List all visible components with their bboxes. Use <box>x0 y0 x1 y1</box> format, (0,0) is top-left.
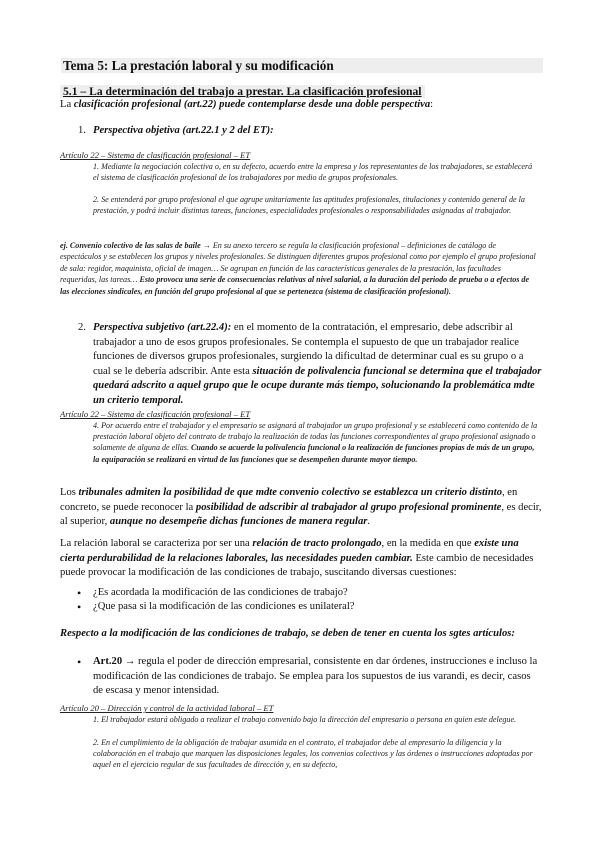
example-bold: Esto provoca una serie de consecuencias relativas al nivel salarial, a la duración del periodo de prueba o a efectos de las elecciones sindicales, en función del grupo profesional al que se pertenezca (sistema de clasificación profesional). <box>60 275 530 296</box>
relacion-b: relación de tracto prolongado <box>252 538 382 549</box>
tribunales-e: , es decir, al superior, <box>60 501 542 527</box>
item2-heading: Perspectiva subjetivo (art.22.4): <box>93 322 232 333</box>
relacion-c: , en la medida en que <box>381 538 475 549</box>
relacion-e: Este cambio de necesidades puede provocar la modificación de las condiciones de trabajo, suscitando diversas cuestiones: <box>60 552 534 578</box>
article22b-heading: Artículo 22 – Sistema de clasificación profesional – ET <box>60 409 251 419</box>
article22b-paragraph <box>93 420 540 465</box>
arrow-icon: → <box>124 656 136 667</box>
article20-heading: Artículo 20 – Dirección y control de la actividad laboral – ET <box>60 703 274 713</box>
example-lead: ej. Convenio colectivo de las salas de baile <box>60 241 201 250</box>
page-title: Tema 5: La prestación laboral y su modificación <box>61 58 543 73</box>
relacion-d: existe una cierta perdurabilidad de la relaciones laborales, las necesidades pueden cambiar. <box>60 538 519 564</box>
item2-number: 2. <box>78 322 86 333</box>
article22-p2: 2. Se entenderá por grupo profesional el que agrupe unitariamente las aptitudes profesionales, titulaciones y contenido general de la prestación, y podrá incluir distintas tareas, funciones, especialidades profesionales o responsabilidades asignadas al trabajador. <box>93 195 525 216</box>
article20-p2: 2. En el cumplimiento de la obligación de trabajar asumida en el contrato, el trabajador debe al empresario la diligencia y la colaboración en el trabajo que marquen las disposiciones legales, los convenios colectivos y las órdenes o instrucciones adoptadas por aquel en el ejercicio regular de sus facultades de dirección y, en su defecto, <box>93 738 533 770</box>
article22b-bold: Cuando se acuerde la polivalencia funcional o la realización de funciones propias de más de un grupo, la equiparación se realizará en virtud de las funciones que se desempeñen durante mayor tiempo. <box>93 443 535 464</box>
item2-paragraph <box>93 321 543 408</box>
bullet-item-1: ¿Es acordada la modificación de las condiciones de trabajo? <box>93 587 348 598</box>
example-paragraph <box>60 240 538 297</box>
bullet-icon: • <box>77 586 82 600</box>
tribunales-paragraph <box>60 486 542 530</box>
item1-heading: Perspectiva objetiva (art.22.1 y 2 del ET): <box>93 125 274 136</box>
item1-number: 1. <box>78 125 86 136</box>
relacion-a: La relación laboral se caracteriza por ser una <box>60 538 253 549</box>
intro-post: : <box>430 99 434 110</box>
tribunales-b: tribunales admiten la posibilidad de que mdte convenio colectivo se establezca un criterio distinto <box>78 487 502 498</box>
article20-p1: 1. El trabajador estará obligado a realizar el trabajo convenido bajo la dirección del empresario o persona en quien este delegue. <box>93 715 517 724</box>
intro-paragraph <box>60 98 560 113</box>
article22b-text: 4. Por acuerdo entre el trabajador y el empresario se asignará al trabajador un grupo profesional y se establecerá como contenido de la prestación laboral objeto del contrato de trabajo la realización de todas las funciones correspondientes al grupo profesional asignado o solamente de alguna de ellas. <box>93 421 538 453</box>
bullet-icon: • <box>77 655 82 669</box>
article22-heading: Artículo 22 – Sistema de clasificación profesional – ET <box>60 150 251 160</box>
art20-head: Art.20 <box>93 656 123 667</box>
bullet-item-2: ¿Que pasa si la modificación de las condiciones es unilateral? <box>93 601 355 612</box>
item2-text: en el momento de la contratación, el empresario, debe adscribir al trabajador a uno de esos grupos profesionales. Se contempla el supuesto de que un trabajador realice funciones de diversos grupos profesionales, surgiendo la dificultad de determinar cual es su grupo o a cual se le debería adscribir. Ante esta <box>93 322 524 377</box>
bullet-icon: • <box>77 600 82 614</box>
tribunales-d: posibilidad de adscribir al trabajador al grupo profesional prominente <box>195 501 502 513</box>
example-text: En su anexo tercero se regula la clasificación profesional – definiciones de catálogo de espectáculos y se establecen los grupos y niveles profesionales. Se distinguen diferentes grupos profesional como por ejemplo el grupo profesional de sala: regidor, maquinista, oficial de imagen… Se agrupan en función de las características generales de la prestación, las facultades requeridas, las tareas… <box>60 241 536 285</box>
article22-p1: 1. Mediante la negociación colectiva o, en su defecto, acuerdo entre la empresa y los representantes de los trabajadores, se establecerá el sistema de clasificación profesional de los trabajadores por medio de grupos profesionales. <box>93 162 533 183</box>
art20-item <box>93 655 541 699</box>
tribunales-f: aunque no desempeñe dichas funciones de manera regular <box>109 516 368 527</box>
art20-text: regula el poder de dirección empresarial, consistente en dar órdenes, instrucciones e incluso la modificación de las condiciones de trabajo. Se emplea para los supuestos de ius varandi, es decir, casos de escasa y menor intensidad. <box>93 656 538 696</box>
relacion-paragraph <box>60 537 542 581</box>
tribunales-c: , en concreto, se puede reconocer la <box>60 487 518 513</box>
item2-bold: situación de polivalencia funcional se determina que el trabajador quedará adscrito a aquel grupo que le ocupe durante más tiempo, solucionando la problemática mdte un criterio temporal. <box>93 365 542 406</box>
intro-pre: La <box>60 99 74 110</box>
tribunales-g: . <box>367 516 371 527</box>
section-heading: 5.1 – La determinación del trabajo a prestar. La clasificación profesional <box>60 85 425 98</box>
intro-bold: clasificación profesional (art.22) puede contemplarse desde una doble perspectiva <box>73 99 431 110</box>
tribunales-a: Los <box>60 487 79 498</box>
arrow-icon: → <box>202 241 211 250</box>
respecto-heading: Respecto a la modificación de las condiciones de trabajo, se deben de tener en cuenta los sgtes artículos: <box>60 628 515 639</box>
